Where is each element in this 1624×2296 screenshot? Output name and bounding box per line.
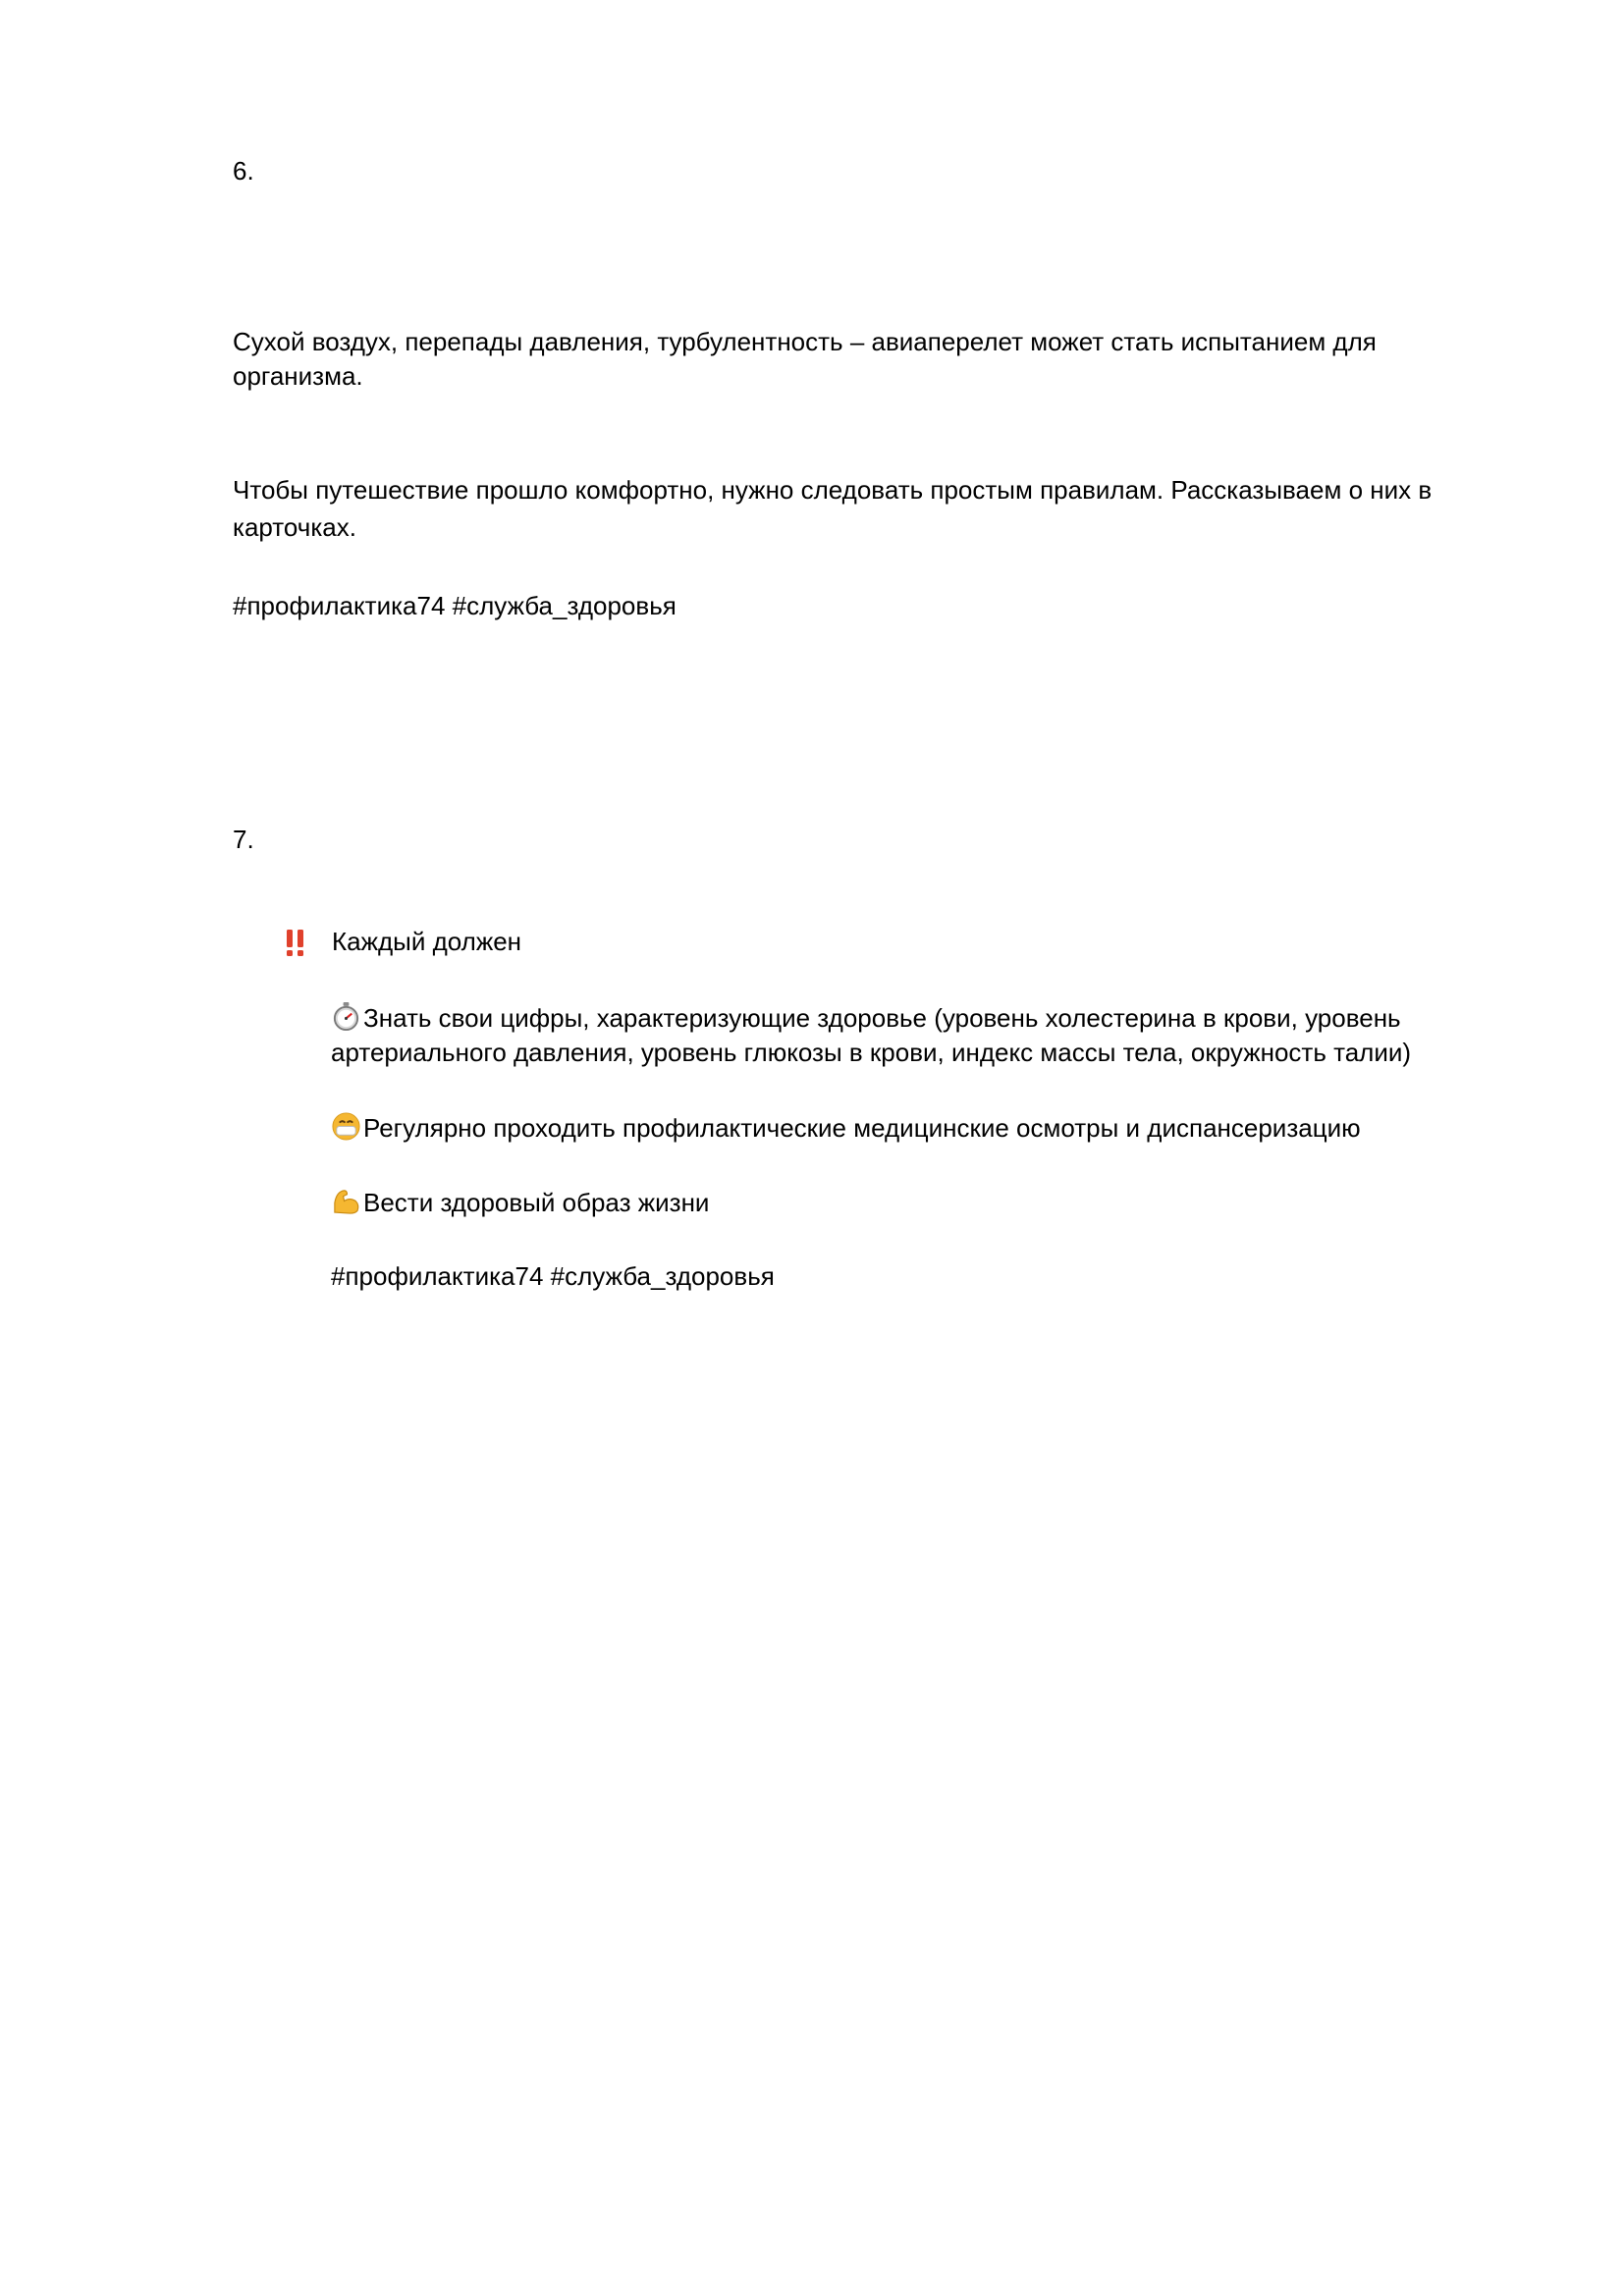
- mask-face-icon: [331, 1111, 361, 1142]
- section-6-hashtags: #профилактика74 #служба_здоровья: [233, 591, 677, 620]
- list-item-text: Вести здоровый образ жизни: [363, 1188, 710, 1217]
- section-6-number: 6.: [233, 156, 254, 186]
- list-item-text: Регулярно проходить профилактические медицинские осмотры и диспансеризацию: [363, 1113, 1361, 1143]
- list-item: [331, 1001, 1539, 1070]
- flexed-biceps-icon: [331, 1186, 361, 1216]
- section-7-number: 7.: [233, 825, 254, 854]
- list-item: [331, 1111, 1539, 1146]
- stopwatch-icon: [331, 1001, 361, 1032]
- section-6-paragraph-2: Чтобы путешествие прошло комфортно, нужно следовать простым правилам. Рассказываем о них в карточках.: [233, 475, 1433, 542]
- section-6-paragraph-1: Сухой воздух, перепады давления, турбулентность – авиаперелет может стать испытанием для организма.: [233, 327, 1377, 391]
- section-7-hashtags: #профилактика74 #служба_здоровья: [331, 1261, 775, 1291]
- list-item: [331, 1186, 1539, 1220]
- list-item-text: Знать свои цифры, характеризующие здоровье (уровень холестерина в крови, уровень артериального давления, уровень глюкозы в крови, индекс массы тела, окружность талии): [331, 1003, 1412, 1067]
- section-7-heading: Каждый должен: [332, 927, 522, 956]
- double-exclamation-icon: [284, 928, 307, 957]
